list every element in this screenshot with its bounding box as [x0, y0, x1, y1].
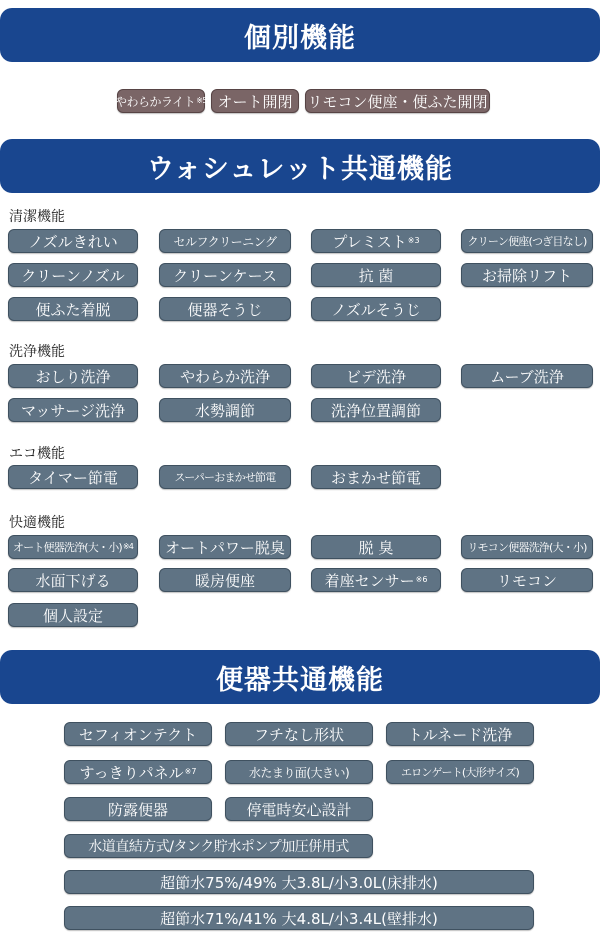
feature-badge	[461, 263, 593, 287]
feature-label: タイマー節電	[28, 468, 118, 487]
footnote-mark: ※6	[415, 574, 428, 584]
feature-label: 水面下げる	[35, 571, 111, 590]
feature-label: 水道直結方式/タンク貯水ポンプ加圧併用式	[88, 839, 349, 855]
feature-badge	[311, 398, 441, 422]
feature-badge	[8, 535, 138, 559]
feature-label: 暖房便座	[194, 571, 255, 590]
feature-badge	[225, 797, 373, 821]
feature-badge	[8, 465, 138, 489]
feature-badge	[64, 722, 212, 746]
feature-badge	[64, 906, 534, 930]
feature-label: 超節水71%/41% 大4.8L/小3.4L(壁排水)	[160, 909, 438, 928]
feature-label: オート開閉	[217, 92, 293, 111]
feature-label: リモコン便器洗浄(大・小)	[467, 541, 587, 554]
feature-badge	[159, 297, 291, 321]
feature-label: 便器そうじ	[187, 300, 263, 319]
feature-label: マッサージ洗浄	[20, 401, 126, 420]
feature-label: やわらかライト	[115, 94, 196, 109]
feature-badge	[159, 465, 291, 489]
feature-badge	[311, 364, 441, 388]
feature-label: セフィオンテクト	[78, 725, 198, 744]
footnote-mark: ※4	[122, 541, 134, 551]
feature-label: ビデ洗浄	[345, 367, 406, 386]
feature-label: 洗浄位置調節	[330, 401, 421, 420]
footnote-mark: ※3	[407, 235, 420, 245]
individual-section-title: 個別機能	[0, 8, 600, 62]
footnote-mark: ※7	[184, 766, 197, 776]
washlet-section-title: ウォシュレット共通機能	[0, 139, 600, 193]
feature-badge	[311, 229, 441, 253]
feature-label: フチなし形状	[253, 725, 344, 744]
group-label-comfort: 快適機能	[9, 515, 65, 531]
group-label-eco: エコ機能	[9, 446, 65, 462]
feature-label: リモコン便座・便ふた開閉	[307, 92, 488, 111]
feature-badge	[311, 465, 441, 489]
feature-badge	[305, 89, 490, 113]
feature-badge	[8, 603, 138, 627]
group-label-cleanliness: 清潔機能	[9, 209, 65, 225]
feature-label: 停電時安心設計	[246, 800, 352, 819]
feature-label: プレミスト	[332, 232, 407, 251]
feature-badge	[386, 760, 534, 784]
feature-label: ノズルそうじ	[331, 300, 421, 319]
feature-label: おしり洗浄	[35, 367, 111, 386]
feature-badge	[117, 89, 205, 113]
feature-badge	[461, 568, 593, 592]
feature-badge	[8, 229, 138, 253]
feature-badge	[64, 834, 373, 858]
feature-label: やわらか洗浄	[179, 367, 270, 386]
feature-label: クリーンノズル	[21, 266, 125, 285]
feature-label: リモコン	[496, 571, 557, 590]
feature-label: おまかせ節電	[330, 468, 421, 487]
feature-label: セルフクリーニング	[173, 234, 277, 249]
feature-label: 個人設定	[42, 606, 103, 625]
feature-label: スーパーおまかせ節電	[174, 471, 276, 484]
feature-label: 水勢調節	[194, 401, 255, 420]
feature-badge	[159, 229, 291, 253]
feature-badge	[8, 263, 138, 287]
feature-label: 防露便器	[107, 800, 168, 819]
feature-badge	[311, 568, 441, 592]
feature-badge	[461, 535, 593, 559]
feature-badge	[386, 722, 534, 746]
feature-badge	[311, 535, 441, 559]
feature-badge	[159, 398, 291, 422]
feature-label: クリーン便座(つぎ目なし)	[467, 235, 587, 248]
feature-badge	[461, 364, 593, 388]
feature-badge	[8, 398, 138, 422]
feature-badge	[159, 535, 291, 559]
feature-badge	[159, 568, 291, 592]
group-label-washing: 洗浄機能	[9, 344, 65, 360]
feature-badge	[8, 568, 138, 592]
feature-badge	[311, 263, 441, 287]
feature-label: トルネード洗浄	[407, 725, 513, 744]
footnote-mark: ※5	[196, 95, 207, 105]
feature-label: オートパワー脱臭	[165, 538, 285, 557]
feature-label: 脱 臭	[358, 538, 394, 557]
feature-label: ノズルきれい	[28, 232, 118, 251]
feature-label: 超節水75%/49% 大3.8L/小3.0L(床排水)	[160, 873, 438, 892]
feature-label: 抗 菌	[358, 266, 394, 285]
feature-badge	[8, 364, 138, 388]
feature-badge	[64, 870, 534, 894]
feature-label: 便ふた着脱	[35, 300, 111, 319]
feature-label: エロンゲート(大形サイズ)	[400, 766, 520, 779]
feature-label: オート便器洗浄(大・小)	[12, 541, 122, 554]
feature-badge	[311, 297, 441, 321]
feature-badge	[225, 760, 373, 784]
feature-badge	[159, 364, 291, 388]
feature-badge	[225, 722, 373, 746]
feature-label: 水たまり面(大きい)	[248, 765, 350, 780]
feature-label: ムーブ洗浄	[490, 367, 564, 386]
feature-badge	[461, 229, 593, 253]
feature-label: クリーンケース	[173, 266, 277, 285]
feature-badge	[159, 263, 291, 287]
feature-badge	[64, 797, 212, 821]
feature-badge	[8, 297, 138, 321]
toilet-section-title: 便器共通機能	[0, 650, 600, 704]
feature-label: 着座センサー	[324, 571, 415, 590]
feature-badge	[211, 89, 299, 113]
feature-badge	[64, 760, 212, 784]
feature-label: お掃除リフト	[481, 266, 572, 285]
feature-label: すっきりパネル	[79, 763, 184, 782]
